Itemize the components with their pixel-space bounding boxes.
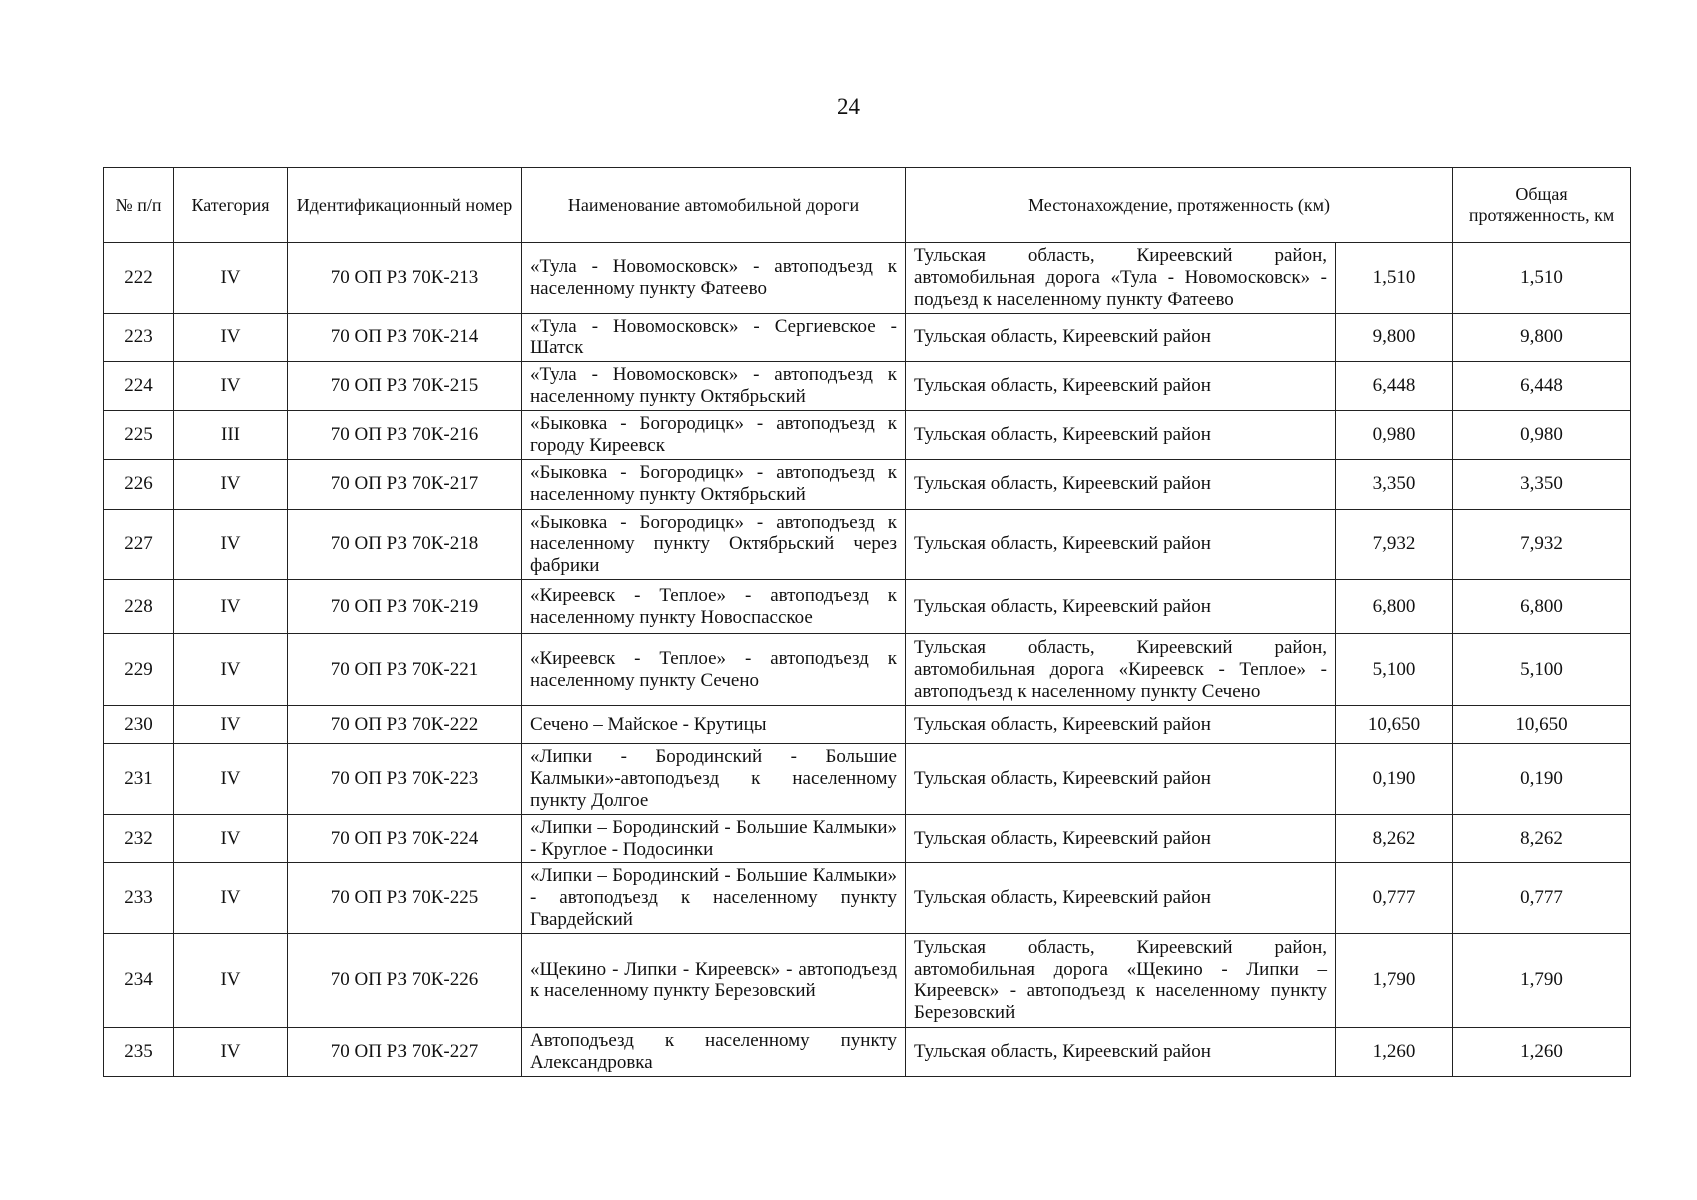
- cell-category: IV: [174, 814, 288, 863]
- table-row: [104, 509, 1631, 580]
- cell-total: 0,190: [1453, 744, 1631, 815]
- cell-location: Тульская область, Киреевский район: [906, 706, 1336, 744]
- cell-total: 10,650: [1453, 706, 1631, 744]
- cell-length: 0,190: [1336, 744, 1453, 815]
- cell-id: 70 ОП РЗ 70К-224: [288, 814, 522, 863]
- cell-name: «Щекино - Липки - Киреевск» - автоподъезд к населенному пункту Березовский: [522, 933, 906, 1027]
- cell-id: 70 ОП РЗ 70К-215: [288, 362, 522, 411]
- table-row: [104, 459, 1631, 509]
- roads-table: [103, 167, 1631, 1077]
- cell-location: Тульская область, Киреевский район: [906, 313, 1336, 362]
- cell-category: IV: [174, 313, 288, 362]
- cell-id: 70 ОП РЗ 70К-222: [288, 706, 522, 744]
- cell-id: 70 ОП РЗ 70К-227: [288, 1027, 522, 1076]
- cell-total: 3,350: [1453, 459, 1631, 509]
- table-row: [104, 243, 1631, 314]
- cell-category: IV: [174, 362, 288, 411]
- cell-category: IV: [174, 459, 288, 509]
- cell-location: Тульская область, Киреевский район: [906, 459, 1336, 509]
- cell-name: «Липки - Бородинский - Большие Калмыки»-автоподъезд к населенному пункту Долгое: [522, 744, 906, 815]
- cell-name: Автоподъезд к населенному пункту Александровка: [522, 1027, 906, 1076]
- cell-length: 0,777: [1336, 863, 1453, 934]
- header-location: Местонахождение, протяженность (км): [906, 168, 1453, 243]
- cell-num: 231: [104, 744, 174, 815]
- cell-num: 223: [104, 313, 174, 362]
- table-row: [104, 863, 1631, 934]
- cell-location: Тульская область, Киреевский район, автомобильная дорога «Щекино - Липки – Киреевск» - автоподъезд к населенному пункту Березовский: [906, 933, 1336, 1027]
- table-row: [104, 580, 1631, 634]
- cell-name: «Липки – Бородинский - Большие Калмыки» - Круглое - Подосинки: [522, 814, 906, 863]
- cell-length: 10,650: [1336, 706, 1453, 744]
- table-row: [104, 634, 1631, 706]
- table-row: [104, 933, 1631, 1027]
- cell-length: 7,932: [1336, 509, 1453, 580]
- cell-name: «Киреевск - Теплое» - автоподъезд к населенному пункту Новоспасское: [522, 580, 906, 634]
- cell-name: «Липки – Бородинский - Большие Калмыки» - автоподъезд к населенному пункту Гвардейский: [522, 863, 906, 934]
- cell-category: IV: [174, 863, 288, 934]
- header-num: № п/п: [104, 168, 174, 243]
- cell-num: 224: [104, 362, 174, 411]
- cell-category: IV: [174, 634, 288, 706]
- cell-id: 70 ОП РЗ 70К-218: [288, 509, 522, 580]
- cell-category: IV: [174, 706, 288, 744]
- cell-length: 6,800: [1336, 580, 1453, 634]
- cell-num: 233: [104, 863, 174, 934]
- cell-location: Тульская область, Киреевский район: [906, 814, 1336, 863]
- cell-name: «Быковка - Богородицк» - автоподъезд к населенному пункту Октябрьский через фабрики: [522, 509, 906, 580]
- header-name: Наименование автомобильной дороги: [522, 168, 906, 243]
- cell-num: 227: [104, 509, 174, 580]
- table-row: [104, 313, 1631, 362]
- header-total: Общая протяженность, км: [1453, 168, 1631, 243]
- cell-num: 225: [104, 410, 174, 459]
- cell-total: 8,262: [1453, 814, 1631, 863]
- cell-id: 70 ОП РЗ 70К-225: [288, 863, 522, 934]
- cell-length: 3,350: [1336, 459, 1453, 509]
- cell-num: 222: [104, 243, 174, 314]
- header-category: Категория: [174, 168, 288, 243]
- cell-location: Тульская область, Киреевский район: [906, 744, 1336, 815]
- cell-name: «Киреевск - Теплое» - автоподъезд к населенному пункту Сечено: [522, 634, 906, 706]
- cell-id: 70 ОП РЗ 70К-216: [288, 410, 522, 459]
- cell-location: Тульская область, Киреевский район, автомобильная дорога «Тула - Новомосковск» - подъезд к населенному пункту Фатеево: [906, 243, 1336, 314]
- cell-category: III: [174, 410, 288, 459]
- cell-length: 6,448: [1336, 362, 1453, 411]
- cell-id: 70 ОП РЗ 70К-217: [288, 459, 522, 509]
- table-row: [104, 410, 1631, 459]
- cell-location: Тульская область, Киреевский район: [906, 863, 1336, 934]
- table-body: [104, 243, 1631, 1077]
- cell-location: Тульская область, Киреевский район: [906, 1027, 1336, 1076]
- cell-total: 0,777: [1453, 863, 1631, 934]
- cell-name: «Тула - Новомосковск» - автоподъезд к населенному пункту Октябрьский: [522, 362, 906, 411]
- cell-num: 230: [104, 706, 174, 744]
- cell-total: 0,980: [1453, 410, 1631, 459]
- cell-num: 229: [104, 634, 174, 706]
- cell-num: 232: [104, 814, 174, 863]
- cell-num: 228: [104, 580, 174, 634]
- cell-length: 0,980: [1336, 410, 1453, 459]
- cell-num: 226: [104, 459, 174, 509]
- cell-total: 9,800: [1453, 313, 1631, 362]
- table-row: [104, 362, 1631, 411]
- cell-total: 1,510: [1453, 243, 1631, 314]
- header-id: Идентификационный номер: [288, 168, 522, 243]
- cell-location: Тульская область, Киреевский район, автомобильная дорога «Киреевск - Теплое» - автоподъезд к населенному пункту Сечено: [906, 634, 1336, 706]
- cell-num: 234: [104, 933, 174, 1027]
- cell-location: Тульская область, Киреевский район: [906, 362, 1336, 411]
- cell-name: Сечено – Майское - Крутицы: [522, 706, 906, 744]
- cell-total: 1,260: [1453, 1027, 1631, 1076]
- cell-total: 6,800: [1453, 580, 1631, 634]
- cell-name: «Тула - Новомосковск» - Сергиевское - Шатск: [522, 313, 906, 362]
- cell-category: IV: [174, 509, 288, 580]
- cell-id: 70 ОП РЗ 70К-223: [288, 744, 522, 815]
- page-number: 24: [837, 94, 860, 119]
- header-row: [104, 168, 1631, 243]
- cell-length: 1,510: [1336, 243, 1453, 314]
- table-row: [104, 814, 1631, 863]
- cell-total: 7,932: [1453, 509, 1631, 580]
- cell-name: «Быковка - Богородицк» - автоподъезд к населенному пункту Октябрьский: [522, 459, 906, 509]
- cell-num: 235: [104, 1027, 174, 1076]
- cell-id: 70 ОП РЗ 70К-214: [288, 313, 522, 362]
- cell-category: IV: [174, 744, 288, 815]
- cell-id: 70 ОП РЗ 70К-221: [288, 634, 522, 706]
- cell-id: 70 ОП РЗ 70К-219: [288, 580, 522, 634]
- cell-total: 1,790: [1453, 933, 1631, 1027]
- cell-total: 5,100: [1453, 634, 1631, 706]
- cell-category: IV: [174, 933, 288, 1027]
- cell-length: 1,260: [1336, 1027, 1453, 1076]
- cell-length: 9,800: [1336, 313, 1453, 362]
- table-row: [104, 706, 1631, 744]
- cell-location: Тульская область, Киреевский район: [906, 580, 1336, 634]
- cell-total: 6,448: [1453, 362, 1631, 411]
- cell-length: 1,790: [1336, 933, 1453, 1027]
- cell-name: «Тула - Новомосковск» - автоподъезд к населенному пункту Фатеево: [522, 243, 906, 314]
- cell-location: Тульская область, Киреевский район: [906, 509, 1336, 580]
- cell-name: «Быковка - Богородицк» - автоподъезд к городу Киреевск: [522, 410, 906, 459]
- cell-length: 8,262: [1336, 814, 1453, 863]
- cell-category: IV: [174, 580, 288, 634]
- cell-id: 70 ОП РЗ 70К-213: [288, 243, 522, 314]
- cell-category: IV: [174, 1027, 288, 1076]
- cell-category: IV: [174, 243, 288, 314]
- table-row: [104, 1027, 1631, 1076]
- cell-length: 5,100: [1336, 634, 1453, 706]
- cell-location: Тульская область, Киреевский район: [906, 410, 1336, 459]
- table-row: [104, 744, 1631, 815]
- cell-id: 70 ОП РЗ 70К-226: [288, 933, 522, 1027]
